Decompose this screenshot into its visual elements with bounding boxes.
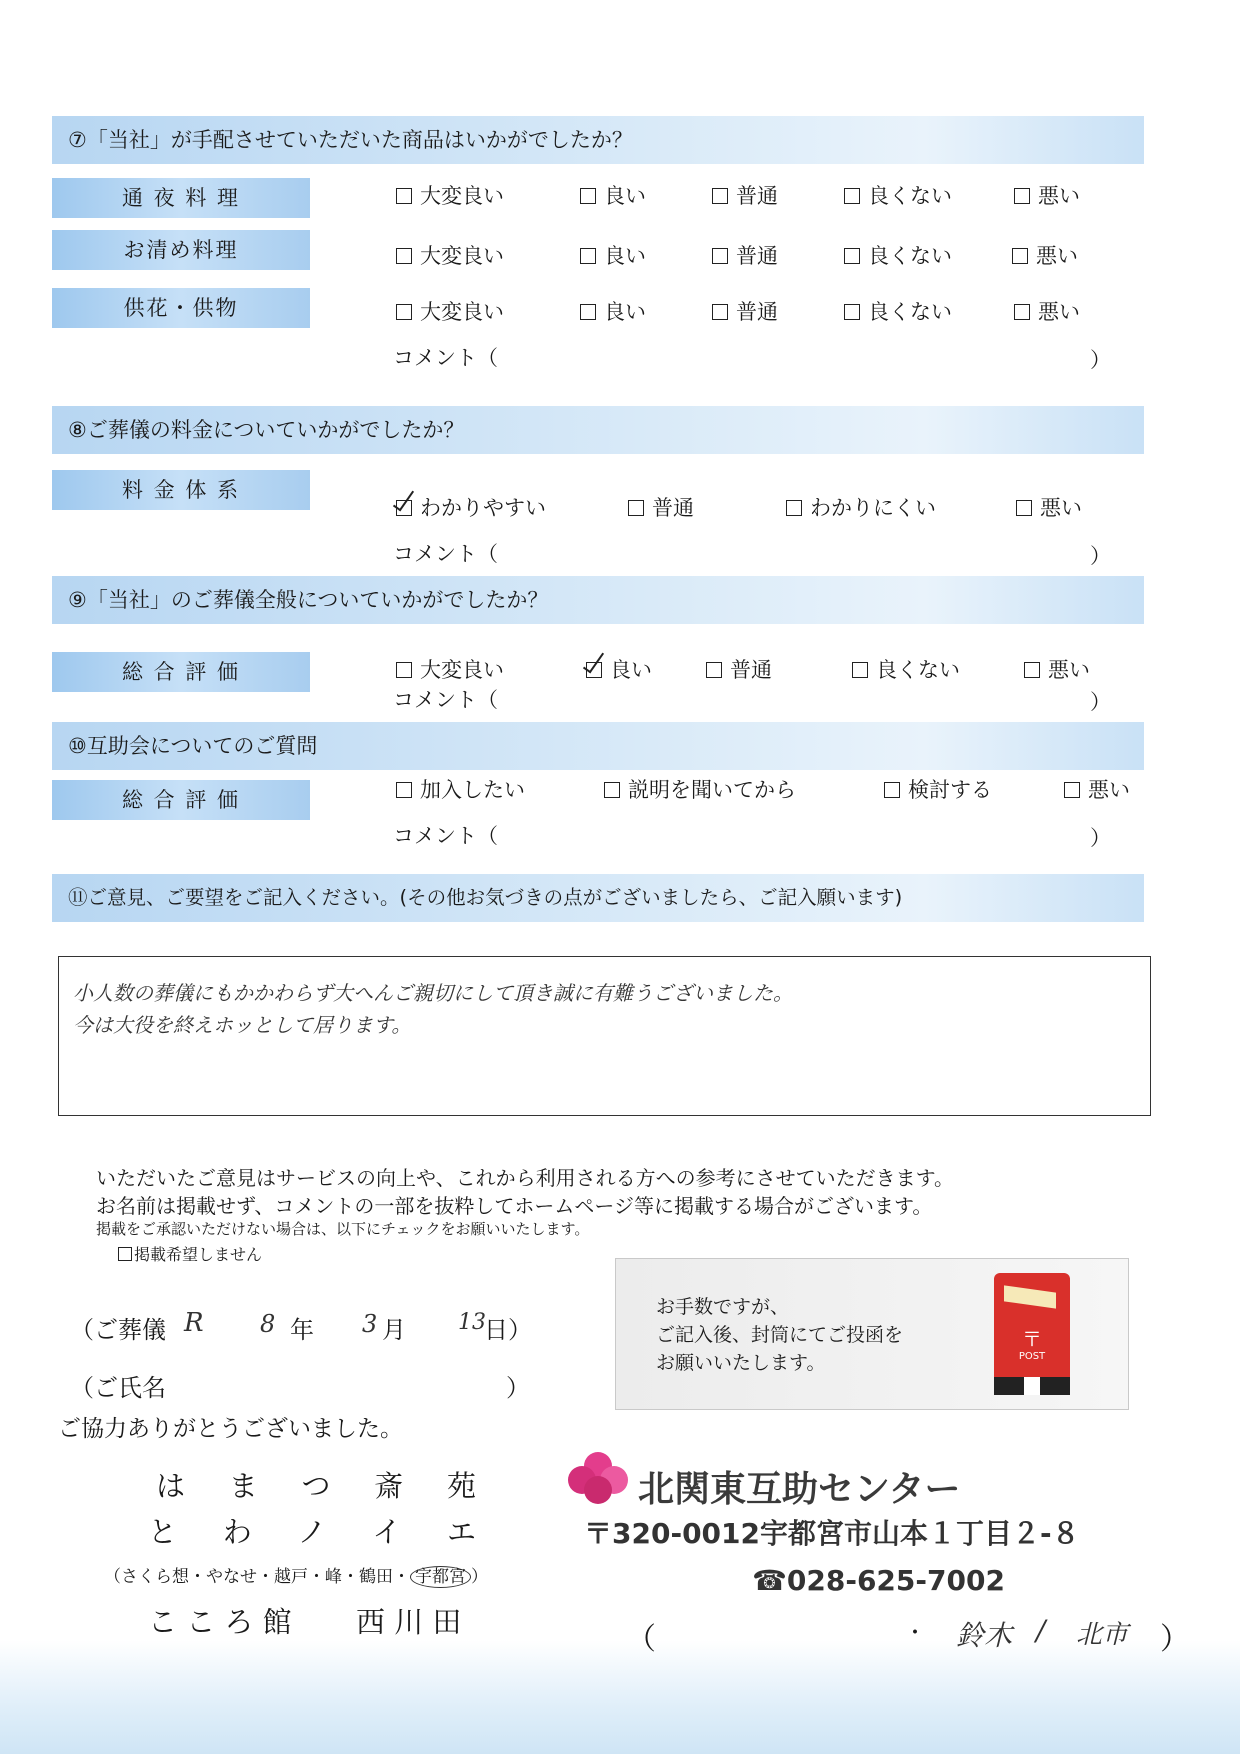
comment-9-close: ） xyxy=(1090,690,1111,714)
opt-8-1[interactable]: わかりやすい xyxy=(396,492,546,522)
post-label: POST xyxy=(1018,1351,1046,1362)
opt-9-1[interactable]: 大変良い xyxy=(396,654,504,684)
opt-8-2[interactable]: 普通 xyxy=(628,492,694,522)
mail-notice-box xyxy=(615,1258,1129,1410)
checkbox[interactable] xyxy=(1014,188,1030,204)
hall-nishikawada: 西 川 田 xyxy=(356,1605,462,1639)
mail-notice-line-3: お願いいたします。 xyxy=(656,1352,826,1374)
respondent-city[interactable]: 北市 xyxy=(1076,1620,1129,1650)
label-ryokin-taikei: 料 金 体 系 xyxy=(52,470,310,510)
question-11-header: ⑪ご意見、ご要望をご記入ください。(その他お気づきの点がございましたら、ご記入願います) xyxy=(52,874,1144,922)
opt-8-4[interactable]: 悪い xyxy=(1016,492,1082,522)
funeral-date-day[interactable]: 13 xyxy=(458,1310,486,1335)
checkbox[interactable] xyxy=(1024,662,1040,678)
notice-line-1: いただいたご意見はサービスの向上や、これから利用される方への参考にさせていただきます。 xyxy=(96,1166,954,1190)
opt-10-2[interactable]: 説明を聞いてから xyxy=(604,774,796,804)
checkbox[interactable] xyxy=(396,188,412,204)
funeral-date-month-unit: 月 xyxy=(382,1316,406,1344)
funeral-date-era[interactable]: R xyxy=(184,1308,204,1338)
opt-7-1-3[interactable]: 普通 xyxy=(712,180,778,210)
opt-7-2-3[interactable]: 普通 xyxy=(712,240,778,270)
opt-9-5[interactable]: 悪い xyxy=(1024,654,1090,684)
comment-9[interactable]: コメント（ xyxy=(393,688,498,712)
funeral-date-prefix: （ご葬儀 xyxy=(70,1316,166,1344)
checkbox[interactable] xyxy=(1064,782,1080,798)
notice-line-3: 掲載をご承認いただけない場合は、以下にチェックをお願いいたします。 xyxy=(96,1220,590,1238)
checkbox[interactable] xyxy=(1016,500,1032,516)
name-label: （ご氏名 xyxy=(70,1374,166,1402)
optout-checkbox[interactable]: 掲載希望しません xyxy=(118,1242,262,1265)
checkbox[interactable] xyxy=(396,248,412,264)
notice-line-2: お名前は掲載せず、コメントの一部を抜粋してホームページ等に掲載する場合がございます。 xyxy=(96,1194,933,1218)
checkbox[interactable] xyxy=(706,662,722,678)
company-phone[interactable]: ☎028-625-7002 xyxy=(752,1564,1005,1597)
question-8-header: ⑧ご葬儀の料金についていかがでしたか？ xyxy=(52,406,1144,454)
checkbox[interactable] xyxy=(884,782,900,798)
thanks: ご協力ありがとうございました。 xyxy=(58,1416,403,1442)
hall-towa-noie: と わ ノ イ エ xyxy=(148,1515,476,1549)
respondent-surname[interactable]: 鈴木 xyxy=(956,1619,1013,1652)
funeral-date-year[interactable]: 8 xyxy=(260,1310,276,1338)
checkbox-checked[interactable] xyxy=(586,662,602,678)
postbox-icon xyxy=(994,1273,1070,1377)
checkbox[interactable] xyxy=(712,188,728,204)
opt-7-1-5[interactable]: 悪い xyxy=(1014,180,1080,210)
comment-7[interactable]: コメント（ xyxy=(393,346,498,370)
checkbox[interactable] xyxy=(118,1247,132,1261)
flower-logo-icon xyxy=(566,1450,630,1506)
opt-7-2-1[interactable]: 大変良い xyxy=(396,240,504,270)
opt-9-3[interactable]: 普通 xyxy=(706,654,772,684)
opt-10-1[interactable]: 加入したい xyxy=(396,774,525,804)
name-close: ） xyxy=(506,1374,530,1402)
opt-7-3-5[interactable]: 悪い xyxy=(1014,296,1080,326)
checkbox[interactable] xyxy=(604,782,620,798)
checkbox[interactable] xyxy=(712,304,728,320)
company-address: 宇都宮市山本１丁目２-８ xyxy=(760,1517,1080,1550)
handwritten-comment-line-2: 今は大役を終えホッとして居ります。 xyxy=(73,1013,412,1037)
company-postal: 〒320-0012 xyxy=(584,1517,760,1550)
label-okiyome-ryori: お清め料理 xyxy=(52,230,310,270)
comment-10-close: ） xyxy=(1090,826,1111,850)
comment-10[interactable]: コメント（ xyxy=(393,824,498,848)
respondent-close: ） xyxy=(1160,1622,1190,1657)
checkbox[interactable] xyxy=(844,188,860,204)
mail-notice-line-2: ご記入後、封筒にてご投函を xyxy=(656,1324,904,1346)
checkbox[interactable] xyxy=(852,662,868,678)
comment-7-close: ） xyxy=(1090,348,1111,372)
checkbox[interactable] xyxy=(1014,304,1030,320)
checkbox[interactable] xyxy=(712,248,728,264)
respondent-dot: ・ xyxy=(904,1621,927,1646)
comment-8[interactable]: コメント（ xyxy=(393,542,498,566)
postal-mark-icon: 〒 xyxy=(1022,1327,1042,1351)
checkbox[interactable] xyxy=(1012,248,1028,264)
opt-7-2-5[interactable]: 悪い xyxy=(1012,240,1078,270)
checkbox[interactable] xyxy=(786,500,802,516)
checkbox[interactable] xyxy=(580,304,596,320)
label-sogo-hyoka-9: 総 合 評 価 xyxy=(52,652,310,692)
opt-7-3-4[interactable]: 良くない xyxy=(844,296,952,326)
page-bottom-band xyxy=(0,1640,1240,1754)
label-sogo-hyoka-10: 総 合 評 価 xyxy=(52,780,310,820)
opt-7-3-3[interactable]: 普通 xyxy=(712,296,778,326)
checkbox[interactable] xyxy=(844,248,860,264)
checkbox[interactable] xyxy=(396,304,412,320)
comment-box[interactable] xyxy=(58,956,1151,1116)
checkbox[interactable] xyxy=(396,782,412,798)
mail-notice-line-1: お手数ですが、 xyxy=(656,1296,790,1318)
opt-7-3-2[interactable]: 良い xyxy=(580,296,646,326)
checkbox[interactable] xyxy=(580,188,596,204)
label-tsuya-ryori: 通 夜 料 理 xyxy=(52,178,310,218)
opt-7-1-4[interactable]: 良くない xyxy=(844,180,952,210)
hall-hamatsu-saien: は ま つ 斎 苑 xyxy=(156,1469,476,1503)
label-kyoka-kumotsu: 供花・供物 xyxy=(52,288,310,328)
opt-10-4[interactable]: 悪い xyxy=(1064,774,1130,804)
opt-7-2-2[interactable]: 良い xyxy=(580,240,646,270)
funeral-date-month[interactable]: 3 xyxy=(362,1310,378,1338)
funeral-date-day-unit: 日） xyxy=(484,1316,532,1344)
opt-9-2[interactable]: 良い xyxy=(586,654,652,684)
opt-7-1-1[interactable]: 大変良い xyxy=(396,180,504,210)
question-10-header: ⑩互助会についてのご質問 xyxy=(52,722,1144,770)
funeral-date-year-unit: 年 xyxy=(290,1316,314,1344)
opt-7-1-2[interactable]: 良い xyxy=(580,180,646,210)
question-9-header: ⑨「当社」のご葬儀全般についていかがでしたか？ xyxy=(52,576,1144,624)
question-7-header: ⑦「当社」が手配させていただいた商品はいかがでしたか？ xyxy=(52,116,1144,164)
checkbox[interactable] xyxy=(396,662,412,678)
checkbox[interactable] xyxy=(628,500,644,516)
comment-8-close: ） xyxy=(1090,544,1111,568)
postbox-base xyxy=(994,1377,1070,1395)
respondent-open: （ xyxy=(626,1622,656,1657)
checkbox[interactable] xyxy=(580,248,596,264)
checkbox-checked[interactable] xyxy=(396,500,412,516)
respondent-slash: / xyxy=(1036,1614,1046,1647)
opt-10-3[interactable]: 検討する xyxy=(884,774,992,804)
company-name: 北関東互助センター xyxy=(638,1469,961,1510)
hall-branches: （さくら想・やなせ・越戸・峰・鶴田・ 宇都宮 ） xyxy=(104,1567,488,1587)
opt-9-4[interactable]: 良くない xyxy=(852,654,960,684)
hall-kokorokan: こ こ ろ 館 xyxy=(148,1605,292,1639)
checkbox[interactable] xyxy=(844,304,860,320)
opt-8-3[interactable]: わかりにくい xyxy=(786,492,936,522)
handwritten-comment-line-1: 小人数の葬儀にもかかわらず大へんご親切にして頂き誠に有難うございました。 xyxy=(73,981,793,1005)
opt-7-3-1[interactable]: 大変良い xyxy=(396,296,504,326)
opt-7-2-4[interactable]: 良くない xyxy=(844,240,952,270)
